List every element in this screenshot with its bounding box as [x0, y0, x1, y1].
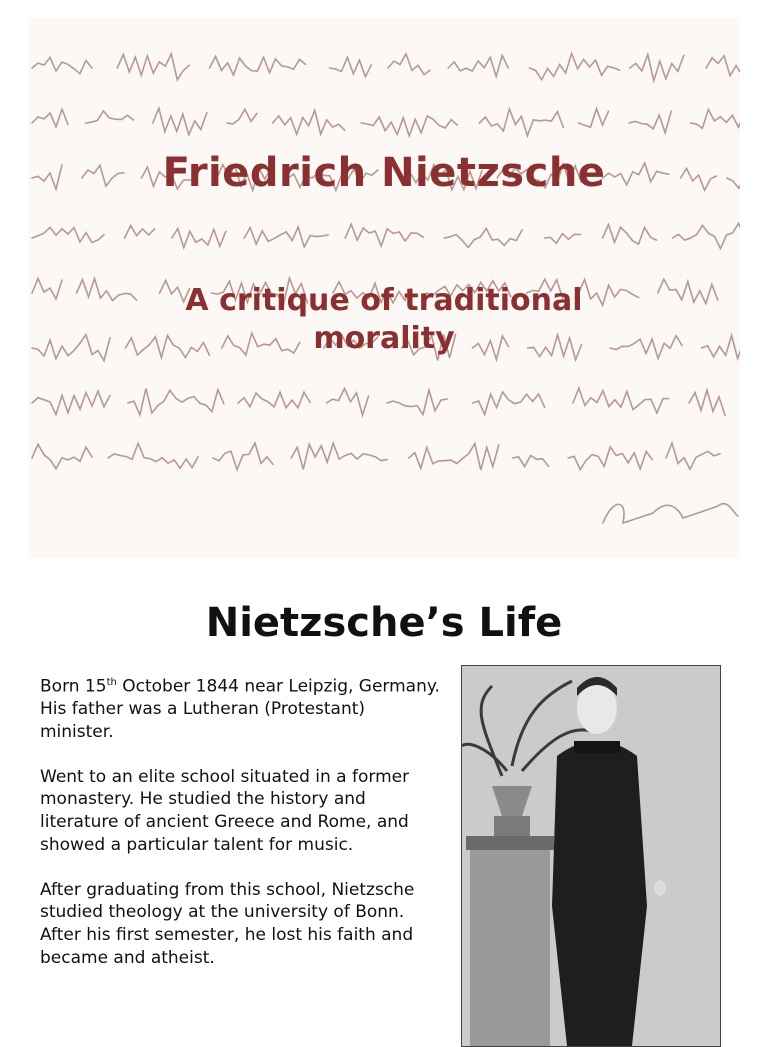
handwriting-stroke	[673, 223, 741, 248]
handwriting-stroke	[629, 111, 671, 133]
handwriting-stroke	[153, 108, 207, 135]
birth-text-post: October 1844 near Leipzig, Germany.	[116, 676, 440, 697]
slide-title: Nietzsche’s Life	[205, 600, 563, 646]
handwriting-stroke	[125, 226, 155, 238]
handwriting-stroke	[32, 278, 62, 299]
handwriting-stroke	[128, 389, 224, 415]
handwriting-stroke	[329, 57, 371, 76]
handwriting-stroke	[603, 225, 657, 245]
presentation-title: Friedrich Nietzsche	[162, 150, 606, 196]
handwriting-stroke	[345, 224, 423, 246]
handwriting-stroke	[630, 55, 684, 81]
handwriting-stroke	[690, 110, 740, 129]
paragraph-university: After graduating from this school, Nietzsche studied theology at the university of Bonn. After his first semester, he lost his faith and became and atheist.	[40, 879, 415, 968]
handwriting-stroke	[32, 391, 110, 415]
handwriting-stroke	[273, 110, 345, 134]
handwriting-stroke	[244, 227, 328, 247]
paragraph-school: Went to an elite school situated in a former monastery. He studied the history and literature of ancient Greece and Rome, and showed a particular talent for music.	[40, 766, 410, 855]
handwriting-stroke	[448, 55, 508, 76]
handwriting-stroke	[85, 111, 133, 123]
handwriting-stroke	[77, 279, 137, 301]
handwriting-stroke	[172, 229, 226, 248]
handwriting-stroke	[579, 109, 609, 128]
handwriting-stroke	[388, 54, 430, 75]
handwriting-stroke	[568, 447, 652, 470]
handwriting-stroke	[108, 443, 198, 468]
handwriting-stroke	[210, 56, 306, 75]
biography-text	[40, 672, 440, 991]
handwriting-stroke	[658, 279, 718, 304]
handwriting-stroke	[227, 109, 257, 124]
handwriting-stroke	[689, 390, 725, 415]
paragraph-birth	[40, 672, 440, 744]
handwriting-stroke	[513, 456, 549, 467]
handwriting-stroke	[32, 335, 110, 361]
handwriting-stroke	[213, 443, 273, 470]
handwriting-stroke	[530, 53, 620, 79]
handwriting-stroke	[479, 109, 563, 136]
handwriting-stroke	[387, 390, 447, 414]
ordinal-suffix: th	[106, 677, 117, 688]
handwriting-stroke	[409, 444, 499, 470]
handwriting-stroke	[291, 443, 387, 469]
handwriting-stroke	[117, 54, 189, 80]
handwriting-stroke	[327, 389, 369, 416]
birth-text-pre: Born 15	[40, 676, 107, 697]
handwriting-stroke	[666, 443, 720, 469]
handwriting-stroke	[32, 109, 68, 127]
handwriting-stroke	[32, 444, 92, 469]
handwriting-stroke	[32, 227, 104, 242]
handwriting-stroke	[473, 392, 545, 415]
handwriting-stroke	[706, 53, 740, 75]
nietzsche-portrait-photo	[461, 665, 721, 1047]
signature-scribble	[603, 504, 738, 523]
life-slide	[0, 580, 768, 1024]
handwriting-stroke	[444, 228, 522, 247]
handwriting-stroke	[361, 116, 457, 136]
father-text: His father was a Lutheran (Protestant) minister.	[40, 699, 366, 743]
handwriting-stroke	[573, 388, 669, 413]
handwriting-stroke	[238, 392, 310, 408]
handwriting-stroke	[702, 335, 740, 358]
presentation-subtitle: A critique of traditional morality	[185, 283, 583, 356]
handwriting-stroke	[32, 57, 92, 73]
handwriting-stroke	[544, 234, 580, 244]
